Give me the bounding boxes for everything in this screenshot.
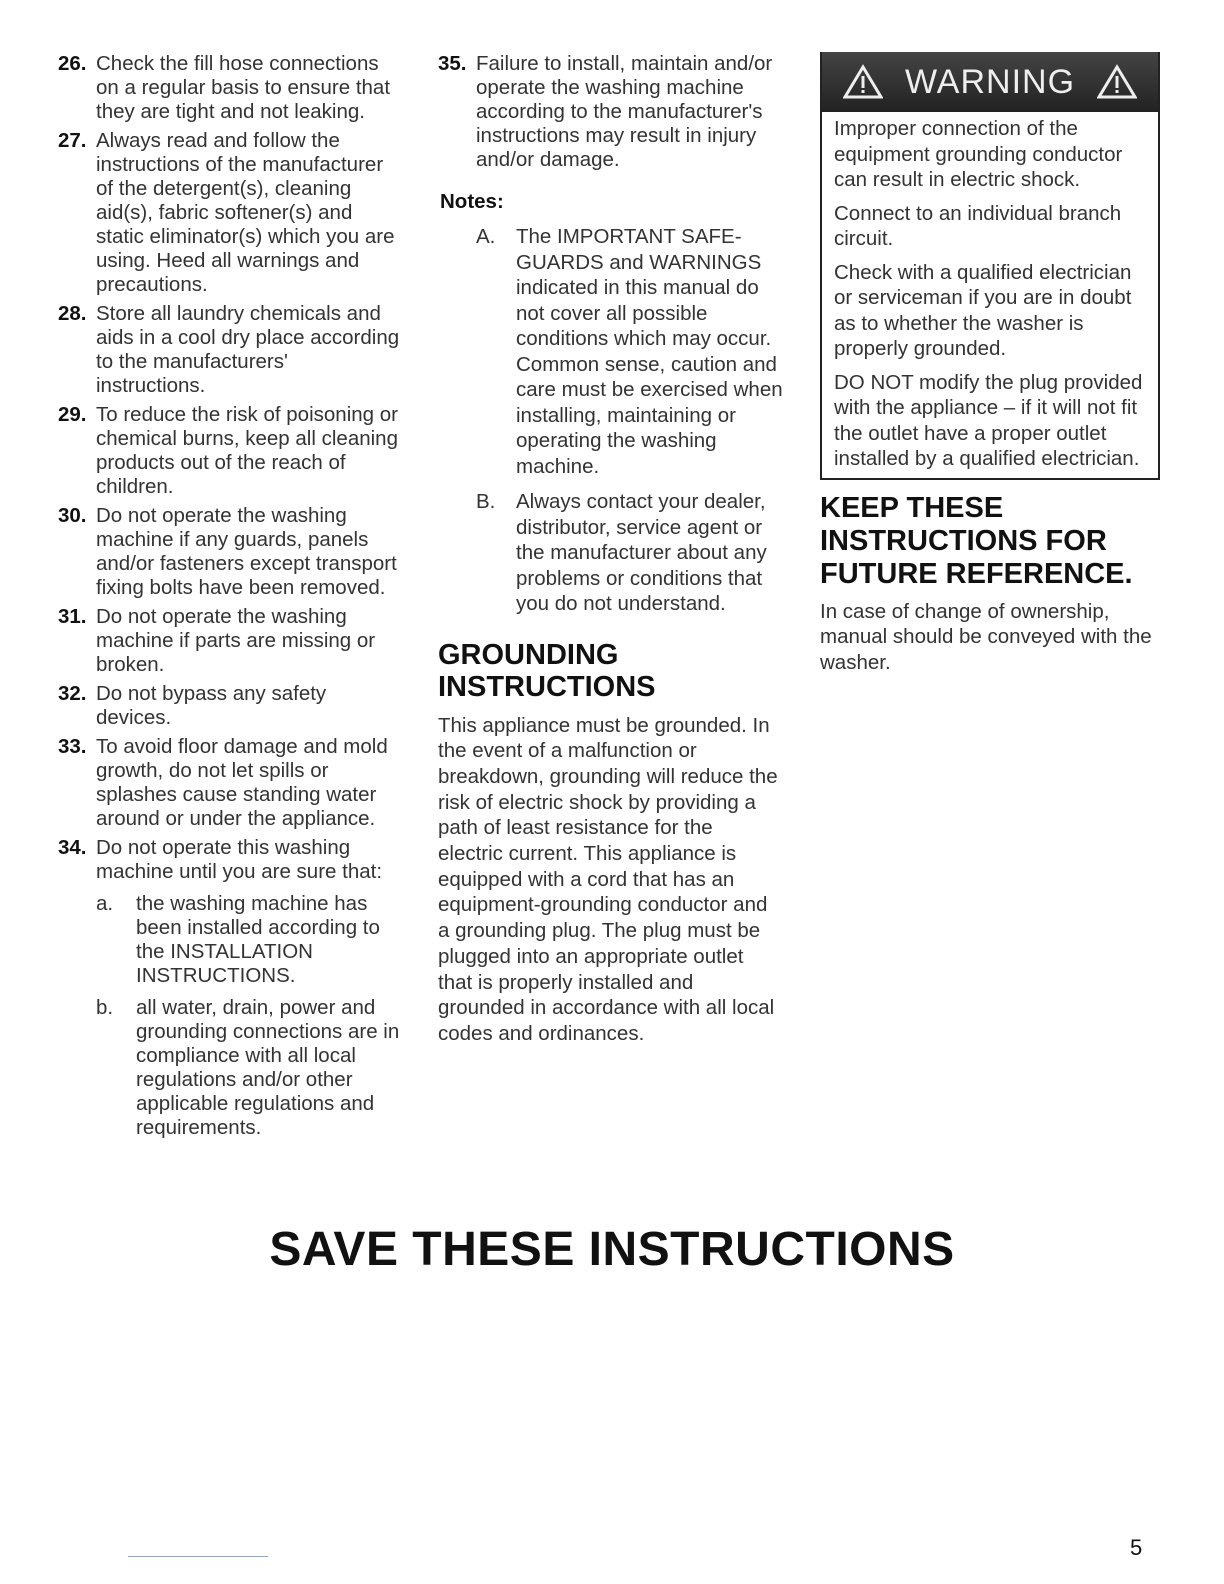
note-text: Always contact your dealer, distributor, service agent or the manufacturer about any problems or conditions that you do not understand. [516, 490, 767, 615]
item-number: 31. [58, 605, 87, 628]
warning-body [822, 112, 1158, 478]
item-number: 35. [438, 52, 467, 75]
right-column [820, 52, 1160, 676]
item-text: Check the fill hose connections on a regular basis to ensure that they are tight and not leaking. [96, 52, 391, 123]
keep-text: In case of change of ownership, manual should be conveyed with the washer. [820, 599, 1152, 674]
left-column [58, 52, 400, 1146]
item-text: Do not operate this washing machine until you are sure that: [96, 836, 383, 883]
list-item [58, 403, 400, 499]
sub-item-text: the washing machine has been installed according to the INSTALLATION INSTRUCTIONS. [136, 892, 380, 987]
item-number: 33. [58, 735, 87, 758]
list-item [58, 605, 400, 677]
list-item [58, 302, 400, 398]
item-number: 27. [58, 129, 87, 152]
item-number: 32. [58, 682, 87, 705]
item-text: Store all laundry chemicals and aids in a cool dry place according to the manufacturers' instructions. [96, 302, 400, 397]
item-text: Do not operate the washing machine if any guards, panels and/or fasteners except transport fixing bolts have been removed. [96, 504, 397, 599]
warning-paragraph: DO NOT modify the plug provided with the appliance – if it will not fit the outlet have a proper outlet installed by a qualified electrician. [834, 370, 1143, 470]
list-item [58, 682, 400, 730]
grounding-heading: GROUNDING INSTRUCTIONS [438, 638, 656, 703]
item-text: To reduce the risk of poisoning or chemical burns, keep all cleaning products out of the reach of children. [96, 403, 398, 498]
note-item [476, 224, 783, 479]
warning-paragraph: Check with a qualified electrician or serviceman if you are in doubt as to whether the washer is properly grounded. [834, 260, 1132, 360]
save-instructions-heading: SAVE THESE INSTRUCTIONS [269, 1223, 955, 1276]
sub-item-text: all water, drain, power and grounding connections are in compliance with all local regulations and/or other applicable regulations and requirements. [136, 996, 400, 1139]
item-text: Do not operate the washing machine if parts are missing or broken. [96, 605, 376, 676]
sub-item-letter: b. [96, 996, 114, 1019]
warning-paragraph: Connect to an individual branch circuit. [834, 201, 1122, 250]
item-text: Failure to install, maintain and/or operate the washing machine according to the manufacturer's instructions may result in injury and/or damage. [476, 52, 773, 171]
sub-item-letter: a. [96, 892, 114, 915]
list-item [58, 836, 400, 884]
item-number: 26. [58, 52, 87, 75]
middle-column [438, 52, 783, 1047]
warning-header [822, 52, 1158, 112]
item-text: To avoid floor damage and mold growth, do not let spills or splashes cause standing water around or under the appliance. [96, 735, 388, 830]
list-item [58, 129, 400, 297]
sub-list-item [96, 996, 400, 1140]
item-number: 28. [58, 302, 87, 325]
note-item [476, 489, 783, 617]
list-item [58, 735, 400, 831]
warning-box [820, 52, 1160, 480]
notes-heading: Notes: [440, 190, 504, 213]
item-number: 30. [58, 504, 87, 527]
item-text: Always read and follow the instructions of the manufacturer of the detergent(s), cleaning aid(s), fabric softener(s) and static eliminator(s) which you are using. Heed all warnings and precautions. [96, 129, 395, 296]
divider [128, 1556, 268, 1557]
item-number: 34. [58, 836, 87, 859]
note-letter: B. [476, 490, 496, 513]
note-text: The IMPORTANT SAFE-GUARDS and WARNINGS indicated in this manual do not cover all possible conditions which may occur. Common sense, caution and care must be exercised when installing, maintaining or operating the washing machine. [516, 225, 783, 478]
sub-list-item [96, 892, 400, 988]
note-letter: A. [476, 225, 496, 248]
warning-triangle-icon [1097, 64, 1137, 100]
page-number: 5 [1130, 1535, 1143, 1560]
list-item [58, 504, 400, 600]
warning-paragraph: Improper connection of the equipment grounding conductor can result in electric shock. [834, 117, 1123, 191]
item-number: 29. [58, 403, 87, 426]
warning-triangle-icon [843, 64, 883, 100]
keep-heading: KEEP THESE INSTRUCTIONS FOR FUTURE REFERENCE. [820, 491, 1133, 590]
list-item [58, 52, 400, 124]
warning-title: WARNING [904, 62, 1076, 101]
list-item [438, 52, 783, 172]
grounding-text: This appliance must be grounded. In the event of a malfunction or breakdown, grounding will reduce the risk of electric shock by providing a path of least resistance for the electric current. This appliance is equipped with a cord that has an equipment-grounding conductor and a grounding plug. The plug must be plugged into an appropriate outlet that is properly installed and grounded in accordance with all local codes and ordinances. [438, 713, 778, 1045]
item-text: Do not bypass any safety devices. [96, 682, 327, 729]
